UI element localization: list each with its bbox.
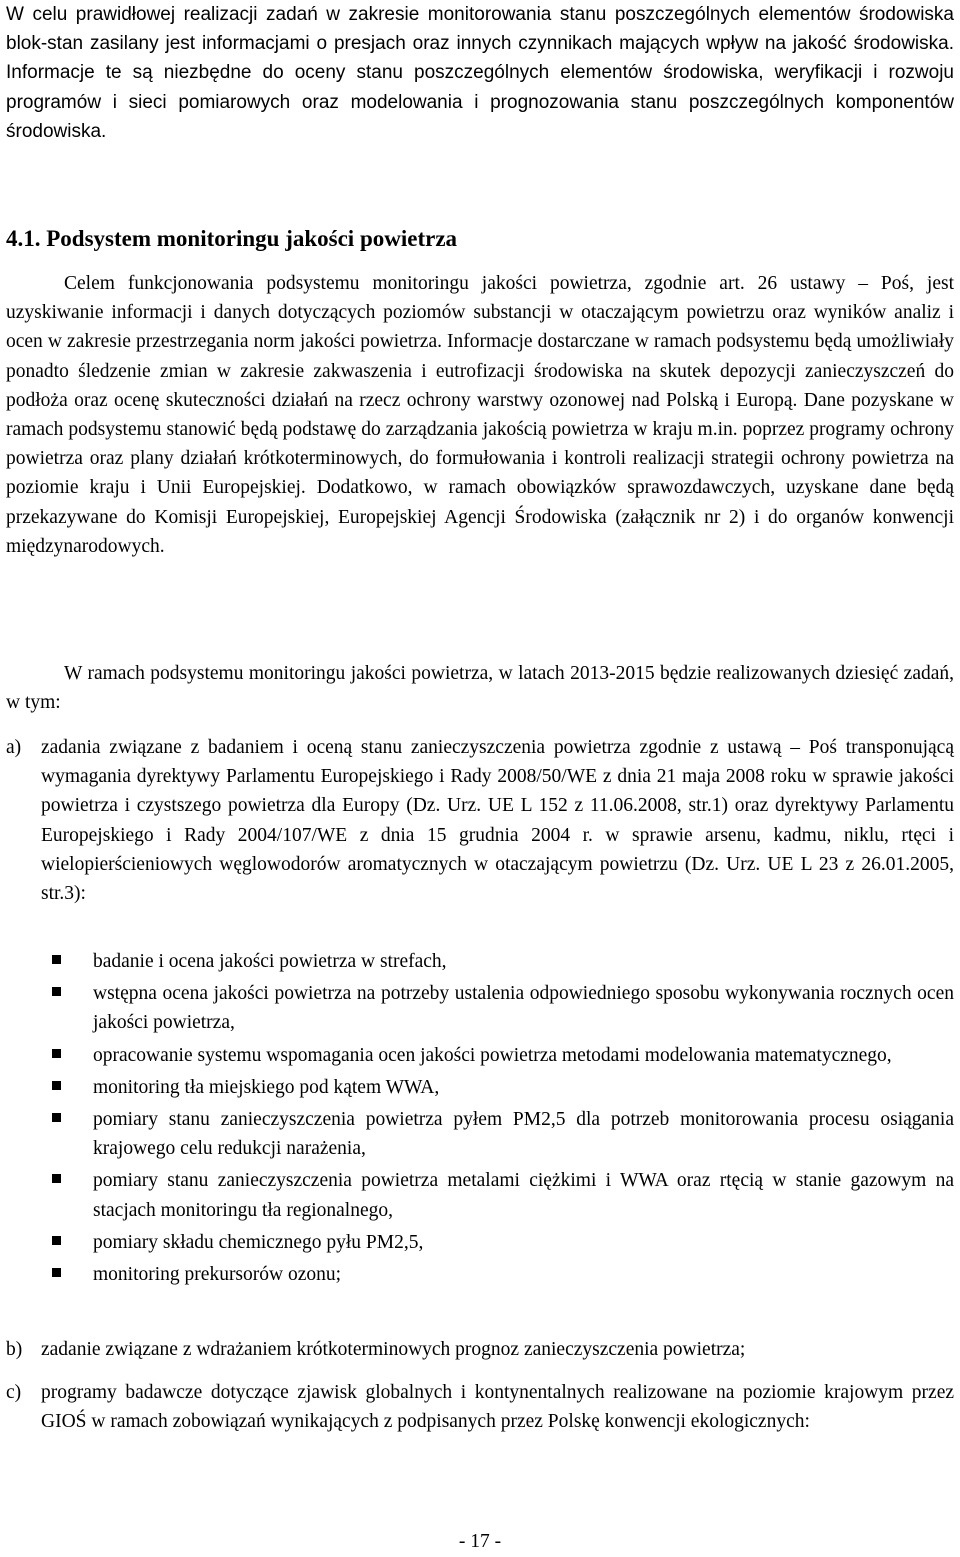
- section-paragraph-1: Celem funkcjonowania podsystemu monitoringu jakości powietrza, zgodnie art. 26 ustawy – Poś, jest uzyskiwanie informacji i danych dotyczących poziomów substancji w otaczającym powietrzu oraz wyników analiz i ocen w zakresie przestrzegania norm jakości powietrza. Informacje dostarczane w ramach podsystemu będą umożliwiały ponadto śledzenie zmian w zakresie zakwaszenia i eutrofizacji środowiska na skutek depozycji zanieczyszczeń do podłoża oraz ocenę skuteczności działań na rzecz ochrony warstwy ozonowej nad Polską i Europą. Dane pozyskane w ramach podsystemu stanowić będą podstawę do zarządzania jakością powietrza w kraju m.in. poprzez programy ochrony powietrza oraz plany działań krótkoterminowych, do formułowania i kontroli realizacji strategii ochrony powietrza na poziomie kraju i Unii Europejskiej. Dodatkowo, w ramach obowiązków sprawozdawczych, uzyskane dane będą przekazywane do Komisji Europejskiej, Europejskiej Agencji Środowiska (załącznik nr 2) i do organów konwencji międzynarodowych.: [6, 273, 954, 557]
- bullet-item: [52, 979, 954, 1037]
- bullet-text: pomiary stanu zanieczyszczenia powietrza pyłem PM2,5 dla potrzeb monitorowania procesu osiągania krajowego celu redukcji narażenia,: [93, 1109, 954, 1160]
- list-item-label: a): [6, 737, 22, 758]
- list-item-label: b): [6, 1339, 23, 1360]
- square-bullet-icon: [52, 1081, 61, 1090]
- page-number: - 17 -: [458, 1531, 502, 1552]
- list-item-text: programy badawcze dotyczące zjawisk globalnych i kontynentalnych realizowane na poziomie krajowym przez GIOŚ w ramach zobowiązań wynikających z podpisanych przez Polskę konwencji ekologicznych:: [41, 1382, 954, 1433]
- bullet-text: wstępna ocena jakości powietrza na potrzeby ustalenia odpowiedniego sposobu wykonywania rocznych ocen jakości powietrza,: [93, 983, 954, 1034]
- bullet-text: badanie i ocena jakości powietrza w strefach,: [93, 951, 447, 972]
- square-bullet-icon: [52, 1236, 61, 1245]
- list-item-label: c): [6, 1382, 22, 1403]
- bullet-text: monitoring tła miejskiego pod kątem WWA,: [93, 1076, 440, 1098]
- bullet-text: monitoring prekursorów ozonu;: [93, 1264, 342, 1286]
- bullet-item: [52, 1041, 954, 1070]
- square-bullet-icon: [52, 1049, 61, 1058]
- square-bullet-icon: [52, 1268, 61, 1277]
- list-item-text: zadania związane z badaniem i oceną stanu zanieczyszczenia powietrza zgodnie z ustawą – Poś transponującą wymagania dyrektywy Parlamentu Europejskiego i Rady 2008/50/WE z dnia 21 maja 2008 roku w sprawie jakości powietrza i czystszego powietrza dla Europy (Dz. Urz. UE L 152 z 11.06.2008, str.1) oraz dyrektywy Parlamentu Europejskiego i Rady 2004/107/WE z dnia 15 grudnia 2004 r. w sprawie arsenu, kadmu, niklu, rtęci i wielopierścieniowych węglowodorów aromatycznych w otaczającym powietrzu (Dz. Urz. UE L 23 z 26.01.2005, str.3):: [41, 737, 954, 905]
- bullet-text: pomiary stanu zanieczyszczenia powietrza metalami ciężkimi i WWA oraz rtęcią w stanie gazowym na stacjach monitoringu tła regionalnego,: [93, 1170, 954, 1221]
- section-paragraph-2: W ramach podsystemu monitoringu jakości powietrza, w latach 2013-2015 będzie realizowanych dziesięć zadań, w tym:: [6, 663, 954, 714]
- intro-paragraph: W celu prawidłowej realizacji zadań w zakresie monitorowania stanu poszczególnych elementów środowiska blok-stan zasilany jest informacjami o presjach oraz innych czynnikach mających wpływ na jakość środowiska. Informacje te są niezbędne do oceny stanu poszczególnych elementów środowiska, weryfikacji i rozwoju programów i sieci pomiarowych oraz modelowania i prognozowania stanu poszczególnych komponentów środowiska.: [6, 4, 954, 142]
- square-bullet-icon: [52, 1113, 61, 1122]
- bullet-item: [52, 1260, 954, 1289]
- task-bullet-list: [52, 947, 954, 1292]
- bullet-text: opracowanie systemu wspomagania ocen jakości powietrza metodami modelowania matematycznego,: [93, 1044, 892, 1066]
- square-bullet-icon: [52, 1174, 61, 1183]
- square-bullet-icon: [52, 987, 61, 996]
- square-bullet-icon: [52, 955, 61, 964]
- bullet-item: [52, 947, 954, 976]
- bullet-item: [52, 1228, 954, 1257]
- bullet-item: [52, 1073, 954, 1102]
- bullet-item: [52, 1166, 954, 1224]
- bullet-item: [52, 1105, 954, 1163]
- list-item-text: zadanie związane z wdrażaniem krótkoterminowych prognoz zanieczyszczenia powietrza;: [41, 1339, 746, 1360]
- bullet-text: pomiary składu chemicznego pyłu PM2,5,: [93, 1231, 424, 1253]
- section-heading: 4.1. Podsystem monitoringu jakości powietrza: [6, 226, 458, 251]
